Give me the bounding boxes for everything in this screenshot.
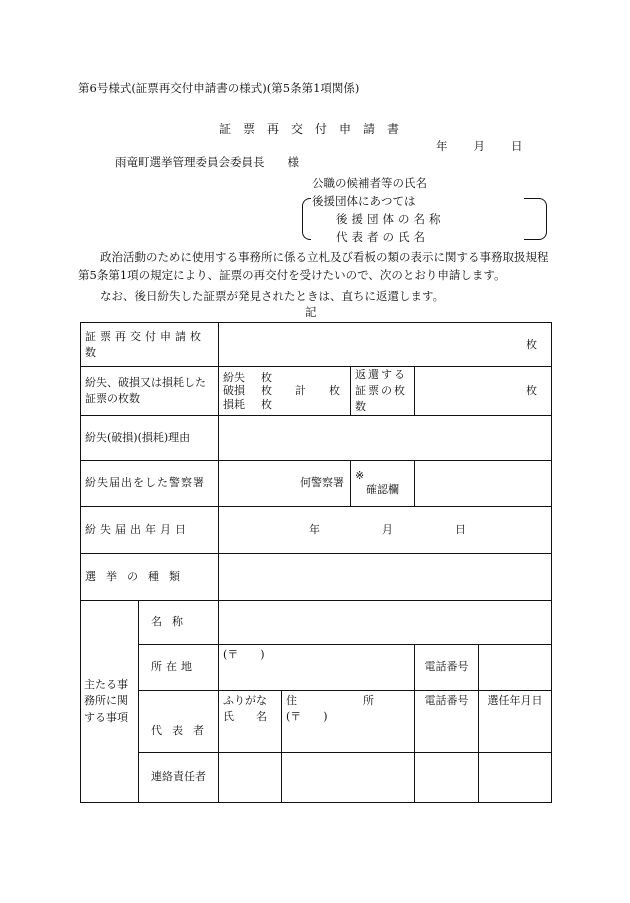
table-row <box>81 415 552 460</box>
table-row <box>81 690 552 752</box>
application-date <box>436 141 523 153</box>
reissue-count-label: 証票再交付申請枚数 <box>81 323 219 367</box>
supporter-group-name-label: 後援団体の名称 <box>336 212 445 226</box>
confirm-value[interactable] <box>415 460 552 506</box>
contact-date-value[interactable] <box>479 752 552 802</box>
rep-phone-label: 電話番号 <box>424 693 469 707</box>
police-name: 何警察署 <box>300 476 344 490</box>
application-statement: 政治活動のために使用する事務所に係る立札及び看板の類の表示に関する事務取扱規程第5条第1項の規定により、証票の再交付を受けたいので、次のとおり申請します。 <box>78 250 549 282</box>
table-row <box>81 600 552 644</box>
rep-address-cell[interactable] <box>282 690 415 752</box>
worn-label: 損耗 <box>223 397 245 411</box>
right-bracket <box>524 198 547 240</box>
confirm-cell <box>351 460 415 506</box>
police-station-label: 紛失届出をした警察署 <box>81 460 219 506</box>
supporter-note: 後援団体にあつては <box>312 194 416 208</box>
date-month: 月 <box>473 139 485 153</box>
table-row <box>81 323 552 367</box>
report-date-value[interactable] <box>219 506 552 553</box>
ki-heading: 記 <box>305 305 317 319</box>
furigana-label: ふりがな <box>223 693 267 707</box>
police-station-value[interactable] <box>219 460 351 506</box>
table-row <box>81 644 552 690</box>
representative-label: 代表者 <box>139 690 219 752</box>
report-date-label: 紛失届出年月日 <box>81 506 219 553</box>
lost-breakdown-cell[interactable] <box>219 367 351 416</box>
office-location-label: 所在地 <box>139 644 219 690</box>
table-row <box>81 367 552 416</box>
unit: 枚 <box>261 371 272 385</box>
month-label: 月 <box>382 522 393 536</box>
rep-name-cell[interactable] <box>219 690 282 752</box>
contact-address-value[interactable] <box>282 752 415 802</box>
unit: 枚 <box>261 397 272 411</box>
office-name-label: 名称 <box>139 600 219 644</box>
note-mark: ※ <box>355 469 365 483</box>
address-label: 住 所 <box>286 693 374 707</box>
total-label: 計 <box>295 384 306 398</box>
year-label: 年 <box>309 522 320 536</box>
return-pledge: なお、後日紛失した証票が発見されたときは、直ちに返還します。 <box>100 289 445 303</box>
table-row <box>81 553 552 600</box>
election-type-value[interactable] <box>219 553 552 600</box>
unit: 枚 <box>329 384 340 398</box>
office-phone-value[interactable] <box>479 644 552 690</box>
addressee: 雨竜町選挙管理委員会委員長 様 <box>115 155 299 169</box>
representative-name-label: 代表者の氏名 <box>336 230 429 244</box>
contact-person-label: 連絡責任者 <box>139 752 219 802</box>
return-count-value[interactable] <box>415 367 552 416</box>
candidate-name-label: 公職の候補者等の氏名 <box>312 176 427 190</box>
unit: 枚 <box>526 383 537 397</box>
rep-phone-cell[interactable] <box>415 690 479 752</box>
table-row <box>81 506 552 553</box>
postal-code: (〒 ) <box>223 647 265 661</box>
date-day: 日 <box>511 139 523 153</box>
reason-label: 紛失(破損)(損耗)理由 <box>81 415 219 460</box>
reissue-count-value[interactable] <box>219 323 552 367</box>
contact-phone-value[interactable] <box>415 752 479 802</box>
confirm-label: 確認欄 <box>366 483 399 497</box>
office-group-label: 主たる事務所に関する事項 <box>81 600 139 802</box>
table-row <box>81 460 552 506</box>
date-year: 年 <box>436 139 448 153</box>
rep-postal-code: (〒 ) <box>286 709 328 723</box>
lost-count-label: 紛失、破損又は損耗した証票の枚数 <box>81 367 219 416</box>
office-phone-label: 電話番号 <box>415 644 479 690</box>
appointed-date-label: 選任年月日 <box>487 693 543 707</box>
reason-value[interactable] <box>219 415 552 460</box>
day-label: 日 <box>455 522 466 536</box>
application-table <box>80 322 552 803</box>
damaged-label: 破損 <box>223 384 245 398</box>
lost-label: 紛失 <box>223 371 245 385</box>
return-count-label: 返還する証票の枚数 <box>351 367 415 416</box>
unit: 枚 <box>261 384 272 398</box>
contact-name-value[interactable] <box>219 752 282 802</box>
election-type-label: 選挙の種類 <box>81 553 219 600</box>
left-bracket <box>302 198 311 240</box>
full-name-label: 氏 名 <box>223 709 267 723</box>
office-location-value[interactable] <box>219 644 415 690</box>
office-name-value[interactable] <box>219 600 552 644</box>
appointed-date-cell[interactable] <box>479 690 552 752</box>
form-reference: 第6号様式(証票再交付申請書の様式)(第5条第1項関係) <box>78 81 360 95</box>
unit: 枚 <box>526 337 537 351</box>
table-row <box>81 752 552 802</box>
document-title: 証票再交付申請書 <box>218 122 411 136</box>
